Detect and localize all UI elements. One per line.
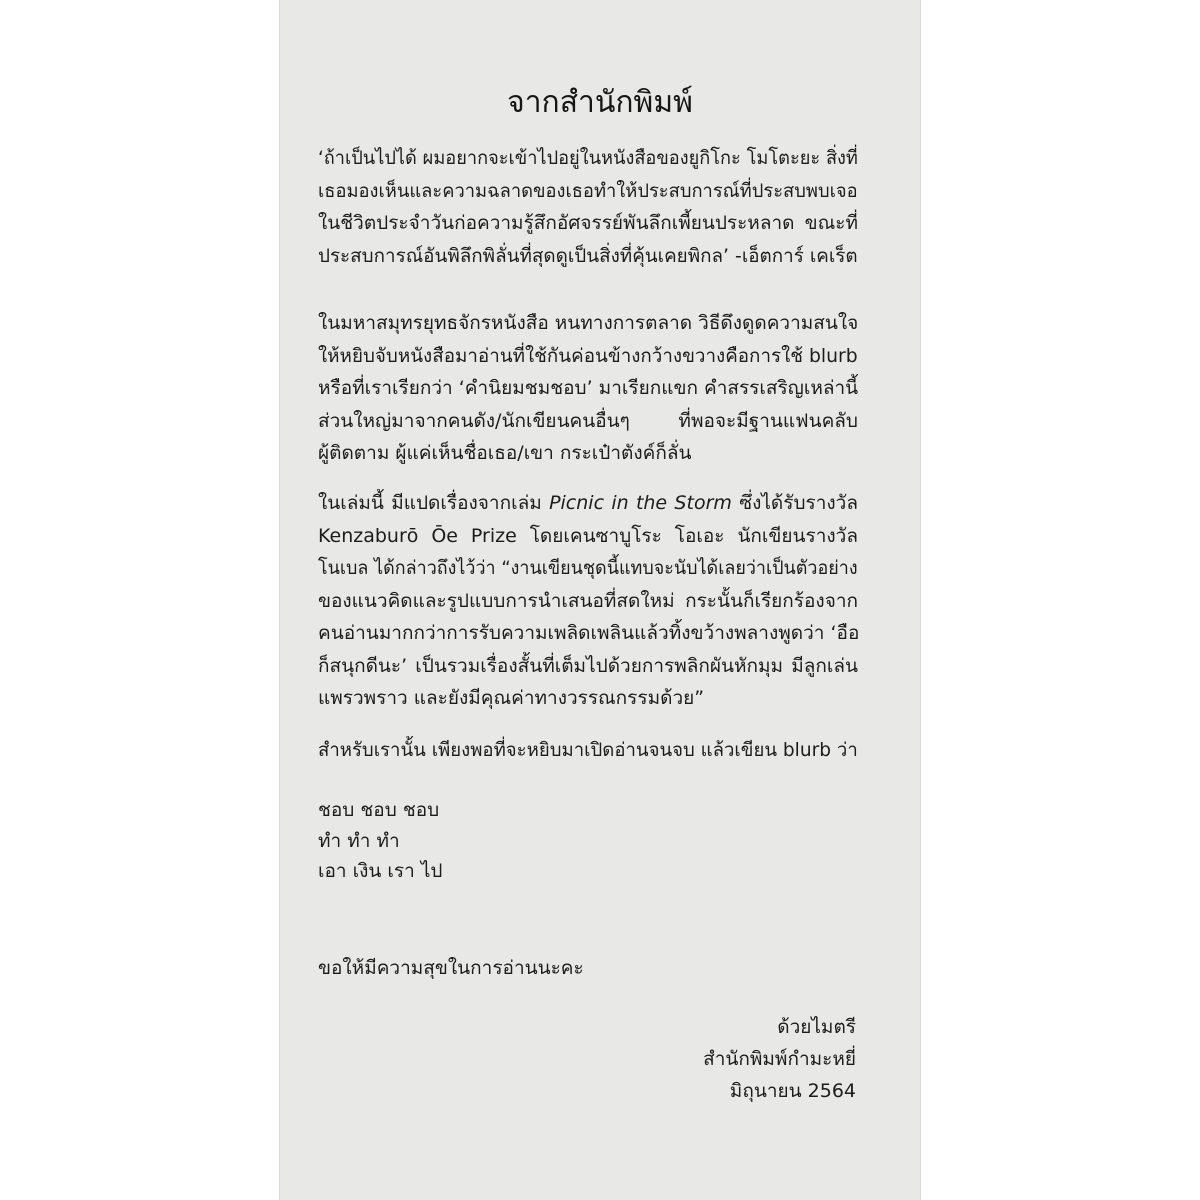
page-title: จากสำนักพิมพ์	[507, 85, 693, 120]
poem-line: ทำ ทำ ทำ	[318, 829, 400, 852]
blurb-paragraph-line: ผู้ติดตาม ผู้แค่เห็นชื่อเธอ/เขา กระเป๋าตังค์ก็ลั่น	[318, 442, 692, 464]
intro-quote-paragraph	[318, 142, 858, 272]
intro-quote-line: ‘ถ้าเป็นไปได้ ผมอยากจะเข้าไปอยู่ในหนังสือของยูกิโกะ โมโตะยะ สิ่งที่	[318, 147, 858, 169]
blurb-paragraph-line: ในมหาสมุทรยุทธจักรหนังสือ หนทางการตลาด วิธีดึงดูดความสนใจ	[318, 312, 859, 334]
signature-block	[318, 1011, 856, 1107]
book-paragraph-text: ซึ่งได้รับรางวัล	[731, 492, 858, 514]
book-paragraph-line: คนอ่านมากกว่าการรับความเพลิดเพลินแล้วทิ้งขว้างพลางพูดว่า ‘อือ	[318, 622, 860, 644]
poem-line: เอา เงิน เรา ไป	[318, 860, 443, 882]
book-paragraph-line: โนเบล ได้กล่าวถึงไว้ว่า “งานเขียนชุดนี้แทบจะนับได้เลยว่าเป็นตัวอย่าง	[318, 557, 858, 579]
blurb-paragraph	[318, 307, 858, 470]
blurb-paragraph-line: ให้หยิบจับหนังสือมาอ่านที่ใช้กันค่อนข้างกว้างขวางคือการใช้ blurb	[318, 344, 858, 367]
farewell-paragraph	[318, 952, 858, 985]
blurb-paragraph-line: หรือที่เราเรียกว่า ‘คำนิยมชมชอบ’ มาเรียกแขก คำสรรเสริญเหล่านี้	[318, 377, 859, 399]
book-paragraph-line: ของแนวคิดและรูปแบบการนำเสนอที่สดใหม่ กระนั้นก็เรียกร้องจาก	[318, 589, 858, 612]
intro-quote-line: ในชีวิตประจำวันก่อความรู้สึกอัศจรรย์พันลึกเพี้ยนประหลาด ขณะที่	[318, 212, 858, 234]
book-paragraph	[318, 487, 858, 715]
closing-line-paragraph	[318, 734, 858, 767]
book-paragraph-line	[318, 487, 858, 520]
book-paragraph-text: ในเล่มนี้ มีแปดเรื่องจากเล่ม	[318, 492, 550, 514]
intro-quote-line: เธอมองเห็นและความฉลาดของเธอทำให้ประสบการณ์ที่ประสบพบเจอ	[318, 179, 858, 202]
signature-publisher: สำนักพิมพ์กำมะหยี่	[703, 1048, 856, 1070]
intro-quote-line: ประสบการณ์อันพิลึกพิลั่นที่สุดดูเป็นสิ่งที่คุ้นเคยพิกล’ -เอ็ตการ์ เคเร็ต	[318, 244, 858, 267]
signature-closing: ด้วยไมตรี	[777, 1016, 856, 1038]
book-title: Picnic in the Storm	[549, 492, 732, 514]
poem-line: ชอบ ชอบ ชอบ	[318, 799, 440, 821]
signature-date: มิถุนายน 2564	[729, 1080, 856, 1102]
book-paragraph-line: ก็สนุกดีนะ’ เป็นรวมเรื่องสั้นที่เต็มไปด้วยการพลิกผันหักมุม มีลูกเล่น	[318, 654, 858, 677]
farewell-line: ขอให้มีความสุขในการอ่านนะคะ	[318, 957, 584, 979]
blurb-poem	[318, 795, 858, 887]
closing-line: สำหรับเรานั้น เพียงพอที่จะหยิบมาเปิดอ่านจนจบ แล้วเขียน blurb ว่า	[318, 739, 858, 761]
book-paragraph-line: Kenzaburō Ōe Prize โดยเคนซาบูโระ โอเอะ นักเขียนรางวัล	[318, 524, 858, 547]
blurb-paragraph-line: ส่วนใหญ่มาจากคนดัง/นักเขียนคนอื่นๆ ที่พอจะมีฐานแฟนคลับ	[318, 409, 858, 432]
book-paragraph-line: แพรวพราว และยังมีคุณค่าทางวรรณกรรมด้วย”	[318, 687, 705, 709]
book-page	[279, 0, 921, 1200]
